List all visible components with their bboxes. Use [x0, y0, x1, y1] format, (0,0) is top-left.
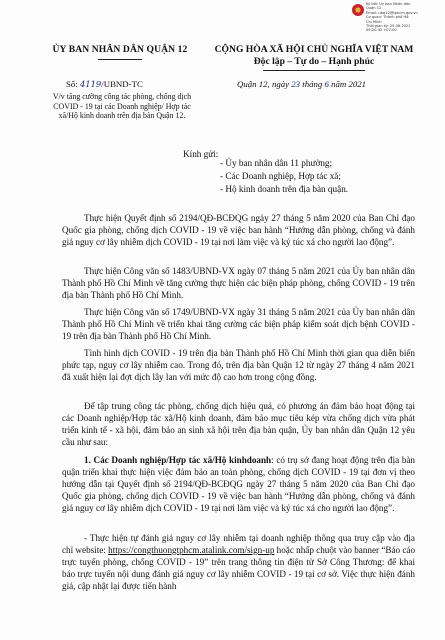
signature-line: Cơ quan: Thành phố Hồ [366, 15, 409, 20]
place-date [237, 79, 366, 89]
date-month-handwritten: 6 [324, 79, 329, 89]
signature-line: Chí Minh [366, 19, 382, 24]
recipient-item: - Các Doanh nghiệp, Hợp tác xã; [220, 171, 341, 181]
signature-line: Thời gian ký: 25.06.2021 [366, 24, 411, 29]
recipient-item: - Hộ kinh doanh trên địa bàn quận. [220, 184, 349, 194]
self-assessment-text-end: hoặc nhấp chuột vào banner “Báo cáo trực tuyến phòng, chống COVID - 19” trên trang thông tin điện tử Sở Công Thương: để khai báo trực tuyến nội dung đánh giá nguy cơ lây nhiễm COVID - 19 tại cơ sở. Việc thực hiện đánh giá, cập nhật lại được tiến hành [62, 544, 416, 591]
signature-details [366, 2, 444, 33]
paragraph-dispatch-1483: Thực hiện Công văn số 1483/UBND-VX ngày 07 tháng 5 năm 2021 của Ủy ban nhân dân Thành phố Hồ Chí Minh về tăng cường thực hiện các biện pháp phòng, chống COVID - 19 trên địa bàn Thành phố Hồ Chí Minh. [62, 266, 415, 300]
signature-line: Email: ubq12@tphcm.gov.vn [366, 10, 418, 15]
motto-underline [263, 70, 365, 71]
date-prefix: Quận 12, ngày [237, 79, 292, 89]
date-day-handwritten: 23 [291, 79, 301, 89]
national-header [214, 44, 414, 67]
doc-number-prefix: Số: [66, 79, 80, 89]
paragraph-situation: Tình hình dịch COVID - 19 trên địa bàn Thành phố Hồ Chí Minh thời gian qua diễn biến phức tạp, nguy cơ lây nhiễm cao. Trong đó, trên địa bàn Quận 12 từ ngày 27 tháng 4 năm 2021 đã xuất hiện lại đợt dịch lây lan với mức độ cao hơn trong cộng đồng. [62, 348, 415, 382]
signature-line: 09:20:42 +07:00 [366, 28, 397, 33]
doc-number-handwritten: 4119 [79, 79, 102, 89]
recipient-item: - Ủy ban nhân dân 11 phường; [220, 158, 333, 168]
digital-signature-block [352, 2, 444, 38]
recipients-label: Kính gửi: [183, 149, 219, 159]
document-subject: V/v tăng cường công tác phòng, chống dịch COVID - 19 tại các Doanh nghiệp/ Hợp tác xã/Hộ kinh doanh trên địa bàn Quận 12. [52, 92, 192, 121]
date-mid: tháng [300, 79, 325, 89]
self-assessment-text: - Thực hiện tự đánh giá nguy cơ lây nhiễm tại doanh nghiệp thông qua truy cập vào địa chỉ website: [62, 533, 415, 555]
registration-link[interactable]: https://congthuongtphcm.atalink.com/sign-up [108, 544, 275, 555]
paragraph-decision-2194: Thực hiện Quyết định số 2194/QĐ-BCĐQG ngày 27 tháng 5 năm 2020 của Ban Chỉ đạo Quốc gia phòng, chống dịch COVID - 19 về việc ban hành “Hướng dẫn phòng, chống và đánh giá nguy cơ lây nhiễm dịch COVID - 19 tại nơi làm việc và ký túc xá cho người lao động”. [62, 213, 415, 247]
doc-number-suffix: /UBND-TC [101, 79, 143, 89]
item-1-text: : có trụ sở đang hoạt động trên địa bàn quận triển khai thực hiện việc đảm bảo an toàn phòng, chống dịch COVID - 19 tại đơn vị theo hướng dẫn tại Quyết định số 2194/QĐ-BCĐQG ngày 27 tháng 5 năm 2020 của Ban Chỉ đạo Quốc gia phòng, chống dịch COVID - 19 về việc ban hành “Hướng dẫn phòng, chống và đánh giá nguy cơ lây nhiễm dịch COVID - 19 tại nơi làm việc và ký túc xá cho người lao động”. [62, 455, 415, 513]
paragraph-item-1 [62, 455, 415, 515]
paragraph-requirements-intro: Để tập trung công tác phòng, chống dịch hiệu quả, có phương án đảm bảo hoạt động tại các Doanh nghiệp/Hợp tác xã/Hộ kinh doanh, đảm bảo mục tiêu kép vừa chống dịch vừa phát triển kinh tế - xã hội, đảm bảo an sinh xã hội trên địa bàn quận, Ủy ban nhân dân Quận 12 yêu cầu như sau: [62, 401, 415, 447]
paragraph-self-assessment [62, 533, 415, 593]
authority-underline [98, 59, 142, 60]
nation-name: CỘNG HÒA XÃ HỘI CHỦ NGHĨA VIỆT NAM [214, 44, 414, 55]
document-number [66, 79, 143, 89]
signature-line: Ký bởi: Ủy ban Nhân dân [366, 2, 411, 6]
national-emblem-icon [352, 4, 364, 16]
date-suffix: năm 2021 [328, 79, 367, 89]
issuing-authority [40, 44, 200, 55]
paragraph-dispatch-1749: Thực hiện Công văn số 1749/UBND-VX ngày 31 tháng 5 năm 2021 của Ủy ban nhân dân Thành phố Hồ Chí Minh về triển khai tăng cường các biện pháp kiểm soát dịch bệnh COVID - 19 trên địa bàn Thành phố Hồ Chí Minh. [62, 307, 415, 341]
organization-name: ỦY BAN NHÂN DÂN QUẬN 12 [52, 44, 188, 55]
signature-line: Quận 12 [366, 6, 382, 11]
motto: Độc lập – Tự do – Hạnh phúc [253, 56, 375, 67]
item-1-heading: 1. Các Doanh nghiệp/Hợp tác xã/Hộ kinhdoanh [84, 455, 272, 465]
